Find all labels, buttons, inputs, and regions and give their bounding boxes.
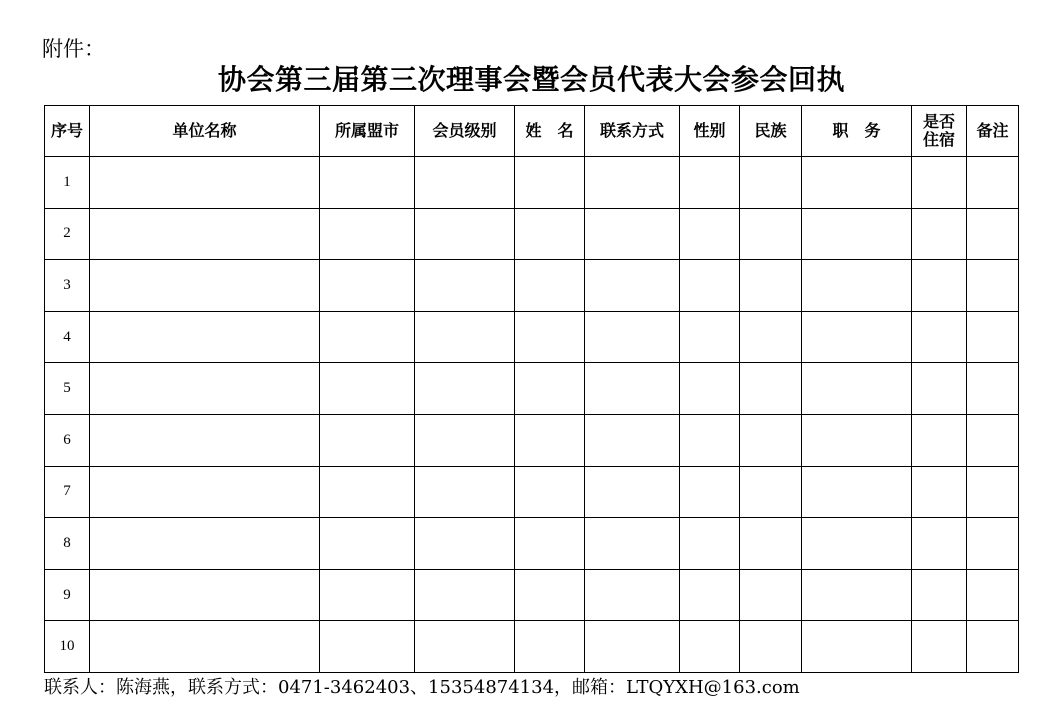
cell-person-name[interactable] <box>515 466 585 518</box>
table-header-row <box>45 106 1019 157</box>
column-header-person-name: 姓 名 <box>515 106 585 157</box>
cell-gender[interactable] <box>680 414 740 466</box>
cell-unit-name[interactable] <box>90 518 320 570</box>
table-row <box>45 260 1019 312</box>
column-header-contact: 联系方式 <box>585 106 680 157</box>
cell-remark[interactable] <box>967 157 1019 209</box>
cell-contact[interactable] <box>585 260 680 312</box>
cell-index: 8 <box>45 518 90 570</box>
cell-member-level[interactable] <box>415 311 515 363</box>
cell-member-level[interactable] <box>415 363 515 415</box>
cell-gender[interactable] <box>680 621 740 673</box>
cell-ethnicity[interactable] <box>740 621 802 673</box>
cell-duty[interactable] <box>802 363 912 415</box>
cell-unit-name[interactable] <box>90 208 320 260</box>
cell-ethnicity[interactable] <box>740 157 802 209</box>
column-header-league-city: 所属盟市 <box>320 106 415 157</box>
cell-index: 7 <box>45 466 90 518</box>
cell-member-level[interactable] <box>415 569 515 621</box>
cell-unit-name[interactable] <box>90 621 320 673</box>
cell-stay[interactable] <box>912 260 967 312</box>
cell-duty[interactable] <box>802 621 912 673</box>
cell-contact[interactable] <box>585 414 680 466</box>
cell-duty[interactable] <box>802 157 912 209</box>
cell-stay[interactable] <box>912 414 967 466</box>
cell-remark[interactable] <box>967 621 1019 673</box>
table-row <box>45 569 1019 621</box>
cell-unit-name[interactable] <box>90 414 320 466</box>
cell-person-name[interactable] <box>515 157 585 209</box>
cell-league-city[interactable] <box>320 363 415 415</box>
cell-unit-name[interactable] <box>90 569 320 621</box>
table-row <box>45 363 1019 415</box>
column-header-index: 序号 <box>45 106 90 157</box>
column-header-stay-line2: 住宿 <box>922 130 955 149</box>
cell-duty[interactable] <box>802 569 912 621</box>
cell-duty[interactable] <box>802 466 912 518</box>
cell-contact[interactable] <box>585 621 680 673</box>
cell-league-city[interactable] <box>320 569 415 621</box>
cell-duty[interactable] <box>802 311 912 363</box>
cell-gender[interactable] <box>680 518 740 570</box>
cell-stay[interactable] <box>912 518 967 570</box>
cell-duty[interactable] <box>802 260 912 312</box>
cell-stay[interactable] <box>912 466 967 518</box>
cell-remark[interactable] <box>967 363 1019 415</box>
cell-unit-name[interactable] <box>90 311 320 363</box>
cell-person-name[interactable] <box>515 363 585 415</box>
table-row <box>45 466 1019 518</box>
column-header-member-level: 会员级别 <box>415 106 515 157</box>
column-header-duty: 职 务 <box>802 106 912 157</box>
cell-gender[interactable] <box>680 208 740 260</box>
cell-unit-name[interactable] <box>90 466 320 518</box>
cell-index: 10 <box>45 621 90 673</box>
cell-contact[interactable] <box>585 363 680 415</box>
cell-stay[interactable] <box>912 157 967 209</box>
cell-gender[interactable] <box>680 363 740 415</box>
cell-ethnicity[interactable] <box>740 208 802 260</box>
cell-stay[interactable] <box>912 621 967 673</box>
cell-league-city[interactable] <box>320 311 415 363</box>
cell-member-level[interactable] <box>415 621 515 673</box>
cell-remark[interactable] <box>967 569 1019 621</box>
contact-footer: 联系人：陈海燕，联系方式：0471-3462403、15354874134，邮箱：LTQYXH@163.com <box>44 677 800 698</box>
column-header-ethnicity: 民族 <box>740 106 802 157</box>
cell-league-city[interactable] <box>320 518 415 570</box>
cell-person-name[interactable] <box>515 260 585 312</box>
cell-index: 2 <box>45 208 90 260</box>
cell-member-level[interactable] <box>415 518 515 570</box>
cell-league-city[interactable] <box>320 157 415 209</box>
cell-duty[interactable] <box>802 414 912 466</box>
cell-league-city[interactable] <box>320 414 415 466</box>
cell-person-name[interactable] <box>515 569 585 621</box>
table-row <box>45 621 1019 673</box>
cell-index: 5 <box>45 363 90 415</box>
cell-remark[interactable] <box>967 260 1019 312</box>
page-title: 协会第三届第三次理事会暨会员代表大会参会回执 <box>217 63 845 96</box>
cell-contact[interactable] <box>585 157 680 209</box>
cell-gender[interactable] <box>680 311 740 363</box>
cell-index: 4 <box>45 311 90 363</box>
column-header-stay <box>912 106 967 157</box>
cell-stay[interactable] <box>912 363 967 415</box>
cell-member-level[interactable] <box>415 260 515 312</box>
column-header-gender: 性别 <box>680 106 740 157</box>
cell-person-name[interactable] <box>515 208 585 260</box>
cell-stay[interactable] <box>912 208 967 260</box>
cell-person-name[interactable] <box>515 414 585 466</box>
column-header-unit-name: 单位名称 <box>90 106 320 157</box>
table-row <box>45 518 1019 570</box>
table-row <box>45 311 1019 363</box>
cell-gender[interactable] <box>680 466 740 518</box>
cell-league-city[interactable] <box>320 260 415 312</box>
cell-contact[interactable] <box>585 569 680 621</box>
table-row <box>45 157 1019 209</box>
cell-contact[interactable] <box>585 208 680 260</box>
cell-contact[interactable] <box>585 518 680 570</box>
cell-person-name[interactable] <box>515 518 585 570</box>
cell-member-level[interactable] <box>415 157 515 209</box>
cell-remark[interactable] <box>967 208 1019 260</box>
cell-ethnicity[interactable] <box>740 466 802 518</box>
table-row <box>45 414 1019 466</box>
column-header-stay-line1: 是否 <box>922 112 955 132</box>
attachment-label: 附件： <box>42 37 105 61</box>
cell-duty[interactable] <box>802 208 912 260</box>
cell-league-city[interactable] <box>320 466 415 518</box>
cell-ethnicity[interactable] <box>740 363 802 415</box>
table-row <box>45 208 1019 260</box>
cell-ethnicity[interactable] <box>740 569 802 621</box>
cell-league-city[interactable] <box>320 208 415 260</box>
cell-index: 9 <box>45 569 90 621</box>
cell-ethnicity[interactable] <box>740 518 802 570</box>
participation-receipt-table <box>44 105 1019 673</box>
cell-member-level[interactable] <box>415 208 515 260</box>
cell-member-level[interactable] <box>415 466 515 518</box>
cell-duty[interactable] <box>802 518 912 570</box>
cell-gender[interactable] <box>680 260 740 312</box>
table-body <box>45 157 1019 673</box>
cell-gender[interactable] <box>680 569 740 621</box>
cell-ethnicity[interactable] <box>740 311 802 363</box>
cell-remark[interactable] <box>967 311 1019 363</box>
cell-unit-name[interactable] <box>90 363 320 415</box>
cell-remark[interactable] <box>967 466 1019 518</box>
column-header-remark: 备注 <box>967 106 1019 157</box>
cell-ethnicity[interactable] <box>740 414 802 466</box>
cell-league-city[interactable] <box>320 621 415 673</box>
cell-stay[interactable] <box>912 311 967 363</box>
cell-contact[interactable] <box>585 466 680 518</box>
cell-remark[interactable] <box>967 518 1019 570</box>
cell-remark[interactable] <box>967 414 1019 466</box>
cell-contact[interactable] <box>585 311 680 363</box>
cell-stay[interactable] <box>912 569 967 621</box>
cell-ethnicity[interactable] <box>740 260 802 312</box>
cell-gender[interactable] <box>680 157 740 209</box>
cell-person-name[interactable] <box>515 621 585 673</box>
cell-person-name[interactable] <box>515 311 585 363</box>
cell-unit-name[interactable] <box>90 157 320 209</box>
cell-index: 3 <box>45 260 90 312</box>
cell-index: 6 <box>45 414 90 466</box>
cell-unit-name[interactable] <box>90 260 320 312</box>
cell-member-level[interactable] <box>415 414 515 466</box>
cell-index: 1 <box>45 157 90 209</box>
